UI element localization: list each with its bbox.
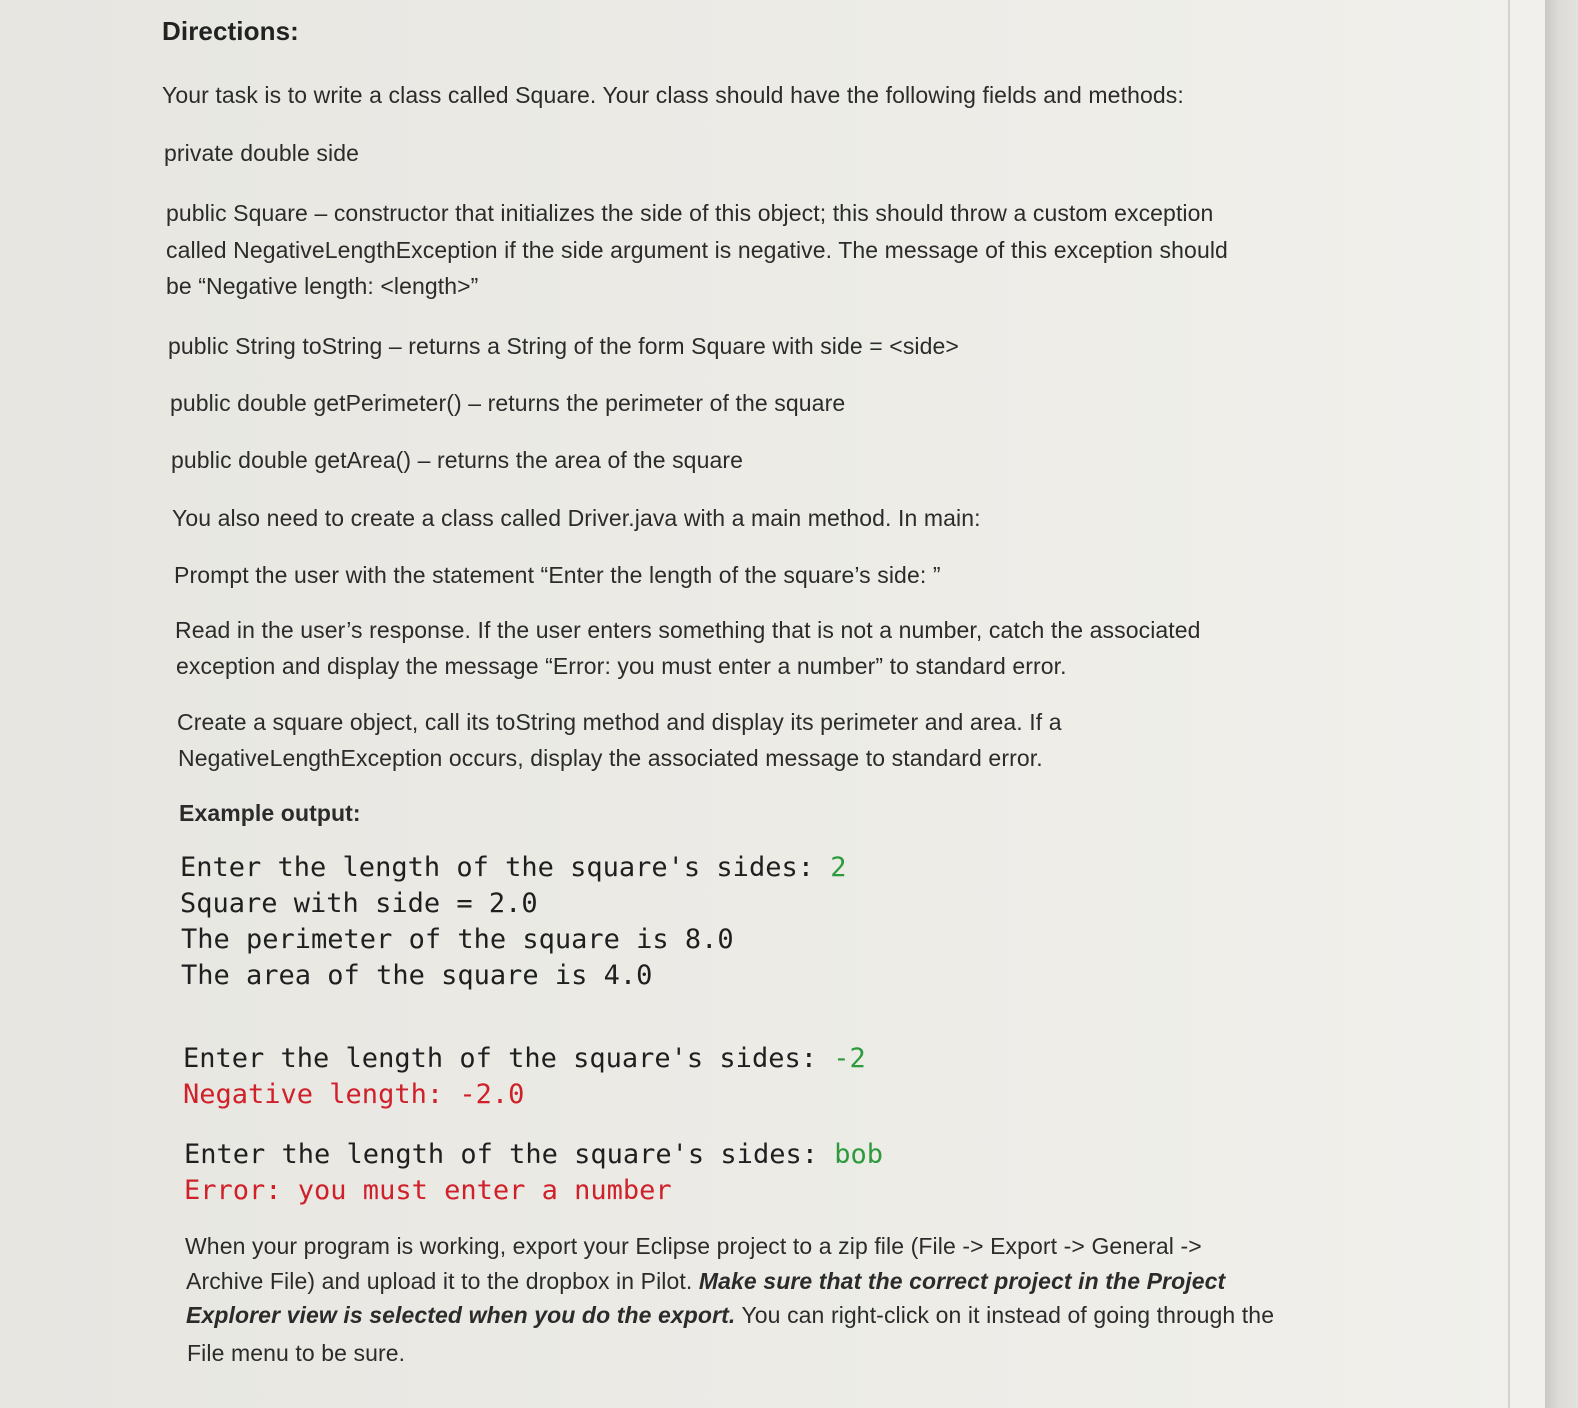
run1-prompt-line [180,852,846,883]
run1-input: 2 [830,852,847,883]
run3-input: bob [834,1139,883,1170]
submission-line-2 [186,1268,1225,1295]
create-line-2: NegativeLengthException occurs, display the associated message to standard error. [178,745,1043,771]
run1-output-line-3: The area of the square is 4.0 [181,960,653,991]
create-line-1: Create a square object, call its toString method and display its perimeter and area. If a [177,709,1062,735]
prompt-text: Prompt the user with the statement “Enter the length of the square’s side: ” [174,562,941,588]
run2-prompt-line [183,1043,866,1074]
example-output-heading: Example output: [179,800,361,826]
run1-output-line-2: The perimeter of the square is 8.0 [181,924,734,955]
submission-line-4: File menu to be sure. [187,1340,406,1366]
field-text: private double side [164,140,359,166]
run1-output-line-1: Square with side = 2.0 [180,888,538,919]
run3-prompt: Enter the length of the square's sides: [184,1139,835,1170]
constructor-line-3: be “Negative length: <length>” [166,273,479,299]
monitor-bezel [1545,0,1578,1408]
tostring-text: public String toString – returns a String of the form Square with side = <side> [168,333,959,359]
getperimeter-text: public double getPerimeter() – returns the perimeter of the square [170,390,846,416]
submission-line-3-emphasis: Explorer view is selected when you do the export. [186,1302,736,1328]
submission-line-3-plain: You can right-click on it instead of going through the [735,1302,1275,1328]
getarea-text: public double getArea() – returns the area of the square [171,447,744,473]
page-edge-line [1508,0,1510,1408]
read-line-1: Read in the user’s response. If the user enters something that is not a number, catch the associated [175,617,1201,643]
run3-error: Error: you must enter a number [184,1175,672,1206]
run3-prompt-line [184,1139,883,1170]
submission-line-2-emphasis: Make sure that the correct project in the Project [698,1268,1226,1294]
constructor-line-1: public Square – constructor that initializes the side of this object; this should throw a custom exception [166,200,1214,226]
run2-error: Negative length: -2.0 [183,1079,525,1110]
run1-prompt: Enter the length of the square's sides: [180,852,831,883]
run2-prompt: Enter the length of the square's sides: [183,1043,834,1074]
submission-line-3 [186,1302,1274,1329]
intro-text: Your task is to write a class called Square. Your class should have the following fields and methods: [162,82,1184,108]
constructor-line-2: called NegativeLengthException if the side argument is negative. The message of this exception should [166,237,1228,263]
submission-line-1: When your program is working, export your Eclipse project to a zip file (File -> Export -> General -> [185,1233,1202,1259]
directions-heading: Directions: [162,16,299,46]
read-line-2: exception and display the message “Error: you must enter a number” to standard error. [176,653,1067,679]
submission-line-2-plain: Archive File) and upload it to the dropbox in Pilot. [186,1268,699,1294]
driver-text: You also need to create a class called Driver.java with a main method. In main: [172,505,981,531]
run2-input: -2 [833,1043,866,1074]
